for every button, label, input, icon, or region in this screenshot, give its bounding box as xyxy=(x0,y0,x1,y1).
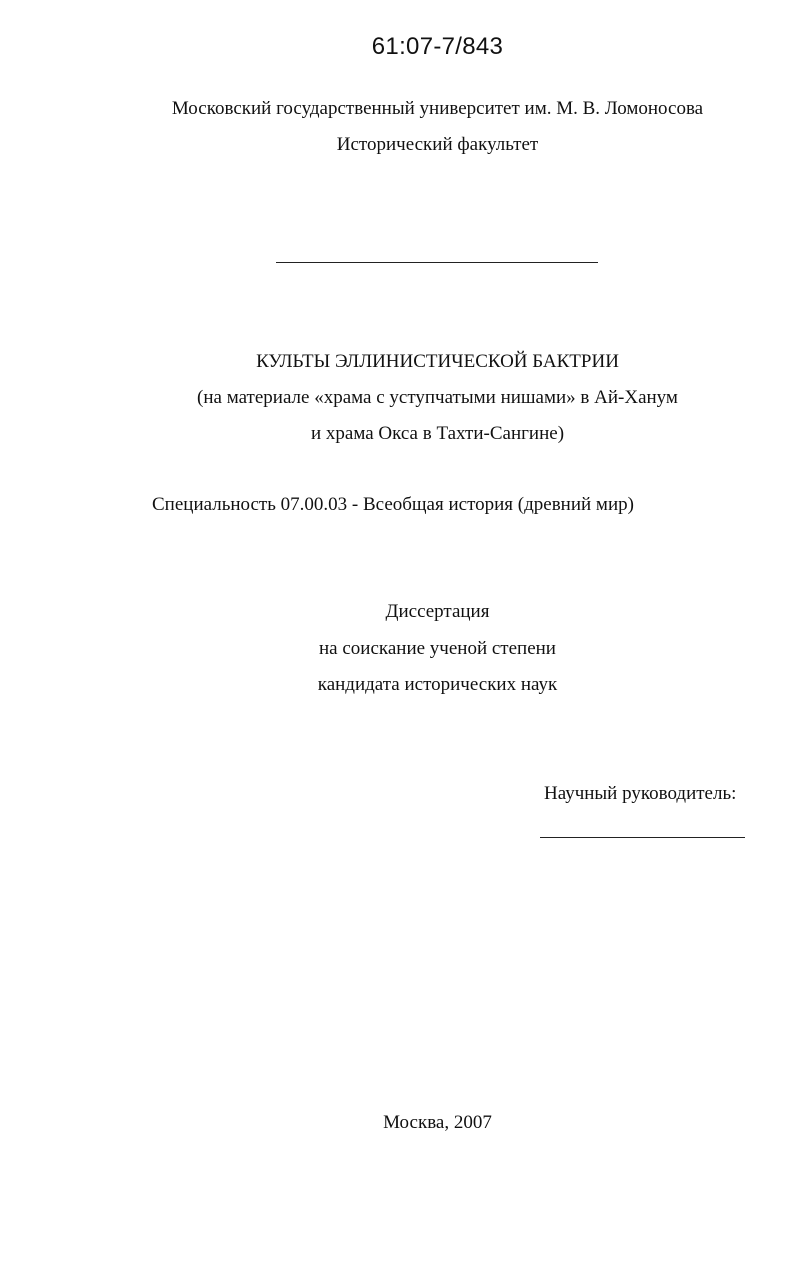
dissertation-subtitle-line-2: и храма Окса в Тахти-Сангине) xyxy=(310,423,565,444)
dissertation-title: КУЛЬТЫ ЭЛЛИНИСТИЧЕСКОЙ БАКТРИИ xyxy=(256,351,619,372)
degree-line-2: на соискание ученой степени xyxy=(319,638,556,659)
author-blank-line xyxy=(276,262,598,263)
place-year: Москва, 2007 xyxy=(383,1112,492,1133)
faculty-name: Исторический факультет xyxy=(336,134,539,155)
degree-line-1: Диссертация xyxy=(385,601,490,622)
supervisor-blank-line xyxy=(540,837,745,838)
dissertation-subtitle-line-1: (на материале «храма с уступчатыми нишами» в Ай-Ханум xyxy=(197,387,678,408)
specialty-line: Специальность 07.00.03 - Всеобщая история (древний мир) xyxy=(152,494,634,515)
degree-line-3: кандидата исторических наук xyxy=(317,674,558,695)
supervisor-label: Научный руководитель: xyxy=(544,783,737,804)
university-name: Московский государственный университет им. М. В. Ломоносова xyxy=(171,98,704,119)
stamp-number: 61:07-7/843 xyxy=(371,33,504,60)
